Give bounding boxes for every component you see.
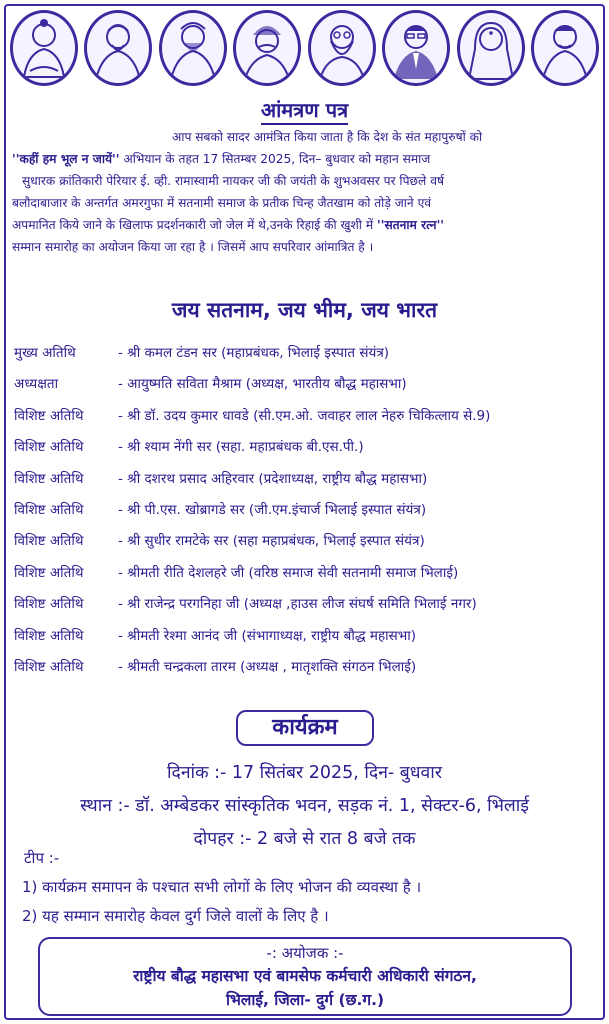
invitation-title: आंमत्रण पत्र (0, 96, 609, 123)
guest-role: विशिष्ट अतिथि (14, 439, 84, 456)
guest-row (14, 401, 604, 432)
organizer-name-line-2: भिलाई, जिला- दुर्ग (छ.ग.) (225, 991, 385, 1009)
invitation-text (12, 126, 600, 258)
invitation-line-3: सुधारक क्रांतिकारी पेरियार ई. व्ही. रामास्वामी नायकर जी की जयंती के शुभअवसर पर पिछले वर्ष (22, 174, 445, 188)
guest-role: विशिष्ट अतिथि (14, 627, 84, 644)
leader-portrait-icon (531, 10, 599, 86)
program-heading: कार्यक्रम (236, 710, 374, 746)
guru-portrait-icon (159, 10, 227, 86)
guest-details: - श्री डॉ. उदय कुमार धावडे (सी.एम.ओ. जवाहर लाल नेहरु चिकित्लाय से.9) (118, 407, 491, 424)
periyar-portrait-icon (308, 10, 376, 86)
ambedkar-portrait-icon (382, 10, 450, 86)
guest-row (14, 338, 604, 369)
guest-details: - श्री सुधीर रामटेके सर (सहा महाप्रबंधक, भिलाई इस्पात संयंत्र) (118, 533, 425, 550)
buddha-portrait-icon (10, 10, 78, 86)
campaign-quote: ''कहीं हम भूल न जायें'' (12, 152, 120, 166)
guest-role: विशिष्ट अतिथि (14, 407, 84, 424)
guest-list (14, 338, 604, 683)
guest-role: विशिष्ट अतिथि (14, 533, 84, 550)
slogan: जय सतनाम, जय भीम, जय भारत (171, 298, 438, 322)
guest-details: - श्री कमल टंडन सर (महाप्रबंधक, भिलाई इस्पात संयंत्र) (118, 345, 390, 361)
guest-details: - श्रीमती रीति देशलहरे जी (वरिष्ठ समाज सेवी सतनामी समाज भिलाई) (118, 564, 459, 581)
guest-row (14, 495, 604, 526)
organizer-name-line-1: राष्ट्रीय बौद्ध महासभा एवं बामसेफ कर्मचारी अधिकारी संगठन, (133, 967, 477, 985)
guest-row (14, 652, 604, 683)
portrait-row (10, 10, 599, 94)
program-time: दोपहर :- 2 बजे से रात 8 बजे तक (193, 829, 416, 849)
woman-portrait-icon (457, 10, 525, 86)
guest-role: विशिष्ट अतिथि (14, 596, 84, 613)
program-venue: स्थान :- डॉ. अम्बेडकर सांस्कृतिक भवन, सड़क नं. 1, सेक्टर-6, भिलाई (80, 796, 529, 816)
guest-row (14, 432, 604, 463)
tips-label: टीप :- (24, 849, 60, 867)
guest-details: - श्री श्याम नेंगी सर (सहा. महाप्रबंधक बी.एस.पी.) (118, 439, 364, 456)
guest-details: - श्री राजेन्द्र परगनिहा जी (अध्यक्ष ,हाउस लीज संघर्ष समिति भिलाई नगर) (118, 596, 477, 613)
invitation-line-4: बलौदाबाजार के अन्तर्गत अमरगुफा में सतनामी समाज के प्रतीक चिन्ह जैतखाम को तोड़े जाने एवं (12, 196, 432, 210)
organizer-label: -: अयोजक :- (266, 944, 344, 962)
invitation-line-1: आप सबको सादर आमंत्रित किया जाता है कि देश के संत महापुरुषों को (172, 130, 483, 144)
guest-role: विशिष्ट अतिथि (14, 564, 84, 581)
organizer-box (38, 937, 572, 1016)
invitation-line-5: अपमानित किये जाने के खिलाफ प्रदर्शनकारी जो जेल में थे,उनके रिहाई की खुशी में ''सतनाम रत्न'' (12, 218, 445, 232)
guest-role: विशिष्ट अतिथि (14, 470, 84, 487)
guest-row (14, 369, 604, 400)
guest-row (14, 589, 604, 620)
guest-row (14, 621, 604, 652)
guest-row (14, 558, 604, 589)
guest-role: अध्यक्षता (14, 376, 59, 393)
guest-details: - श्री दशरथ प्रसाद अहिरवार (प्रदेशाध्यक्ष, राष्ट्रीय बौद्ध महासभा) (118, 470, 428, 487)
program-date: दिनांक :- 17 सितंबर 2025, दिन- बुधवार (167, 763, 442, 783)
tip-item-2: 2) यह सम्मान समारोह केवल दुर्ग जिले वालों के लिए है । (22, 907, 329, 925)
guest-role: विशिष्ट अतिथि (14, 658, 84, 675)
guest-row (14, 464, 604, 495)
guest-details: - श्रीमती चन्द्रकला तारम (अध्यक्ष , मातृशक्ति संगठन भिलाई) (118, 658, 417, 675)
invitation-line-2: ''कहीं हम भूल न जायें'' अभियान के तहत 17 सितम्बर 2025, दिन– बुधवार को महान समाज (12, 152, 431, 166)
guest-details: - श्रीमती रेश्मा आनंद जी (संभागाध्यक्ष, राष्ट्रीय बौद्ध महासभा) (118, 627, 417, 644)
guest-details: - श्री पी.एस. खोब्रागडे सर (जी.एम.इंचार्ज भिलाई इस्पात संयंत्र) (118, 501, 427, 518)
award-name: ''सतनाम रत्न'' (376, 218, 445, 232)
turban-portrait-icon (233, 10, 301, 86)
guest-details: - आयुष्मति सविता मैश्राम (अध्यक्ष, भारतीय बौद्ध महासभा) (118, 376, 407, 393)
guest-row (14, 526, 604, 557)
invitation-line-6: सम्मान समारोह का अयोजन किया जा रहा है । जिसमें आप सपरिवार आंमात्रित है । (12, 240, 374, 254)
guest-role: मुख्य अतिथि (14, 345, 76, 361)
saint-portrait-icon (84, 10, 152, 86)
guest-role: विशिष्ट अतिथि (14, 501, 84, 518)
tip-item-1: 1) कार्यक्रम समापन के पश्चात सभी लोगों के लिए भोजन की व्यवस्था है । (22, 878, 422, 896)
